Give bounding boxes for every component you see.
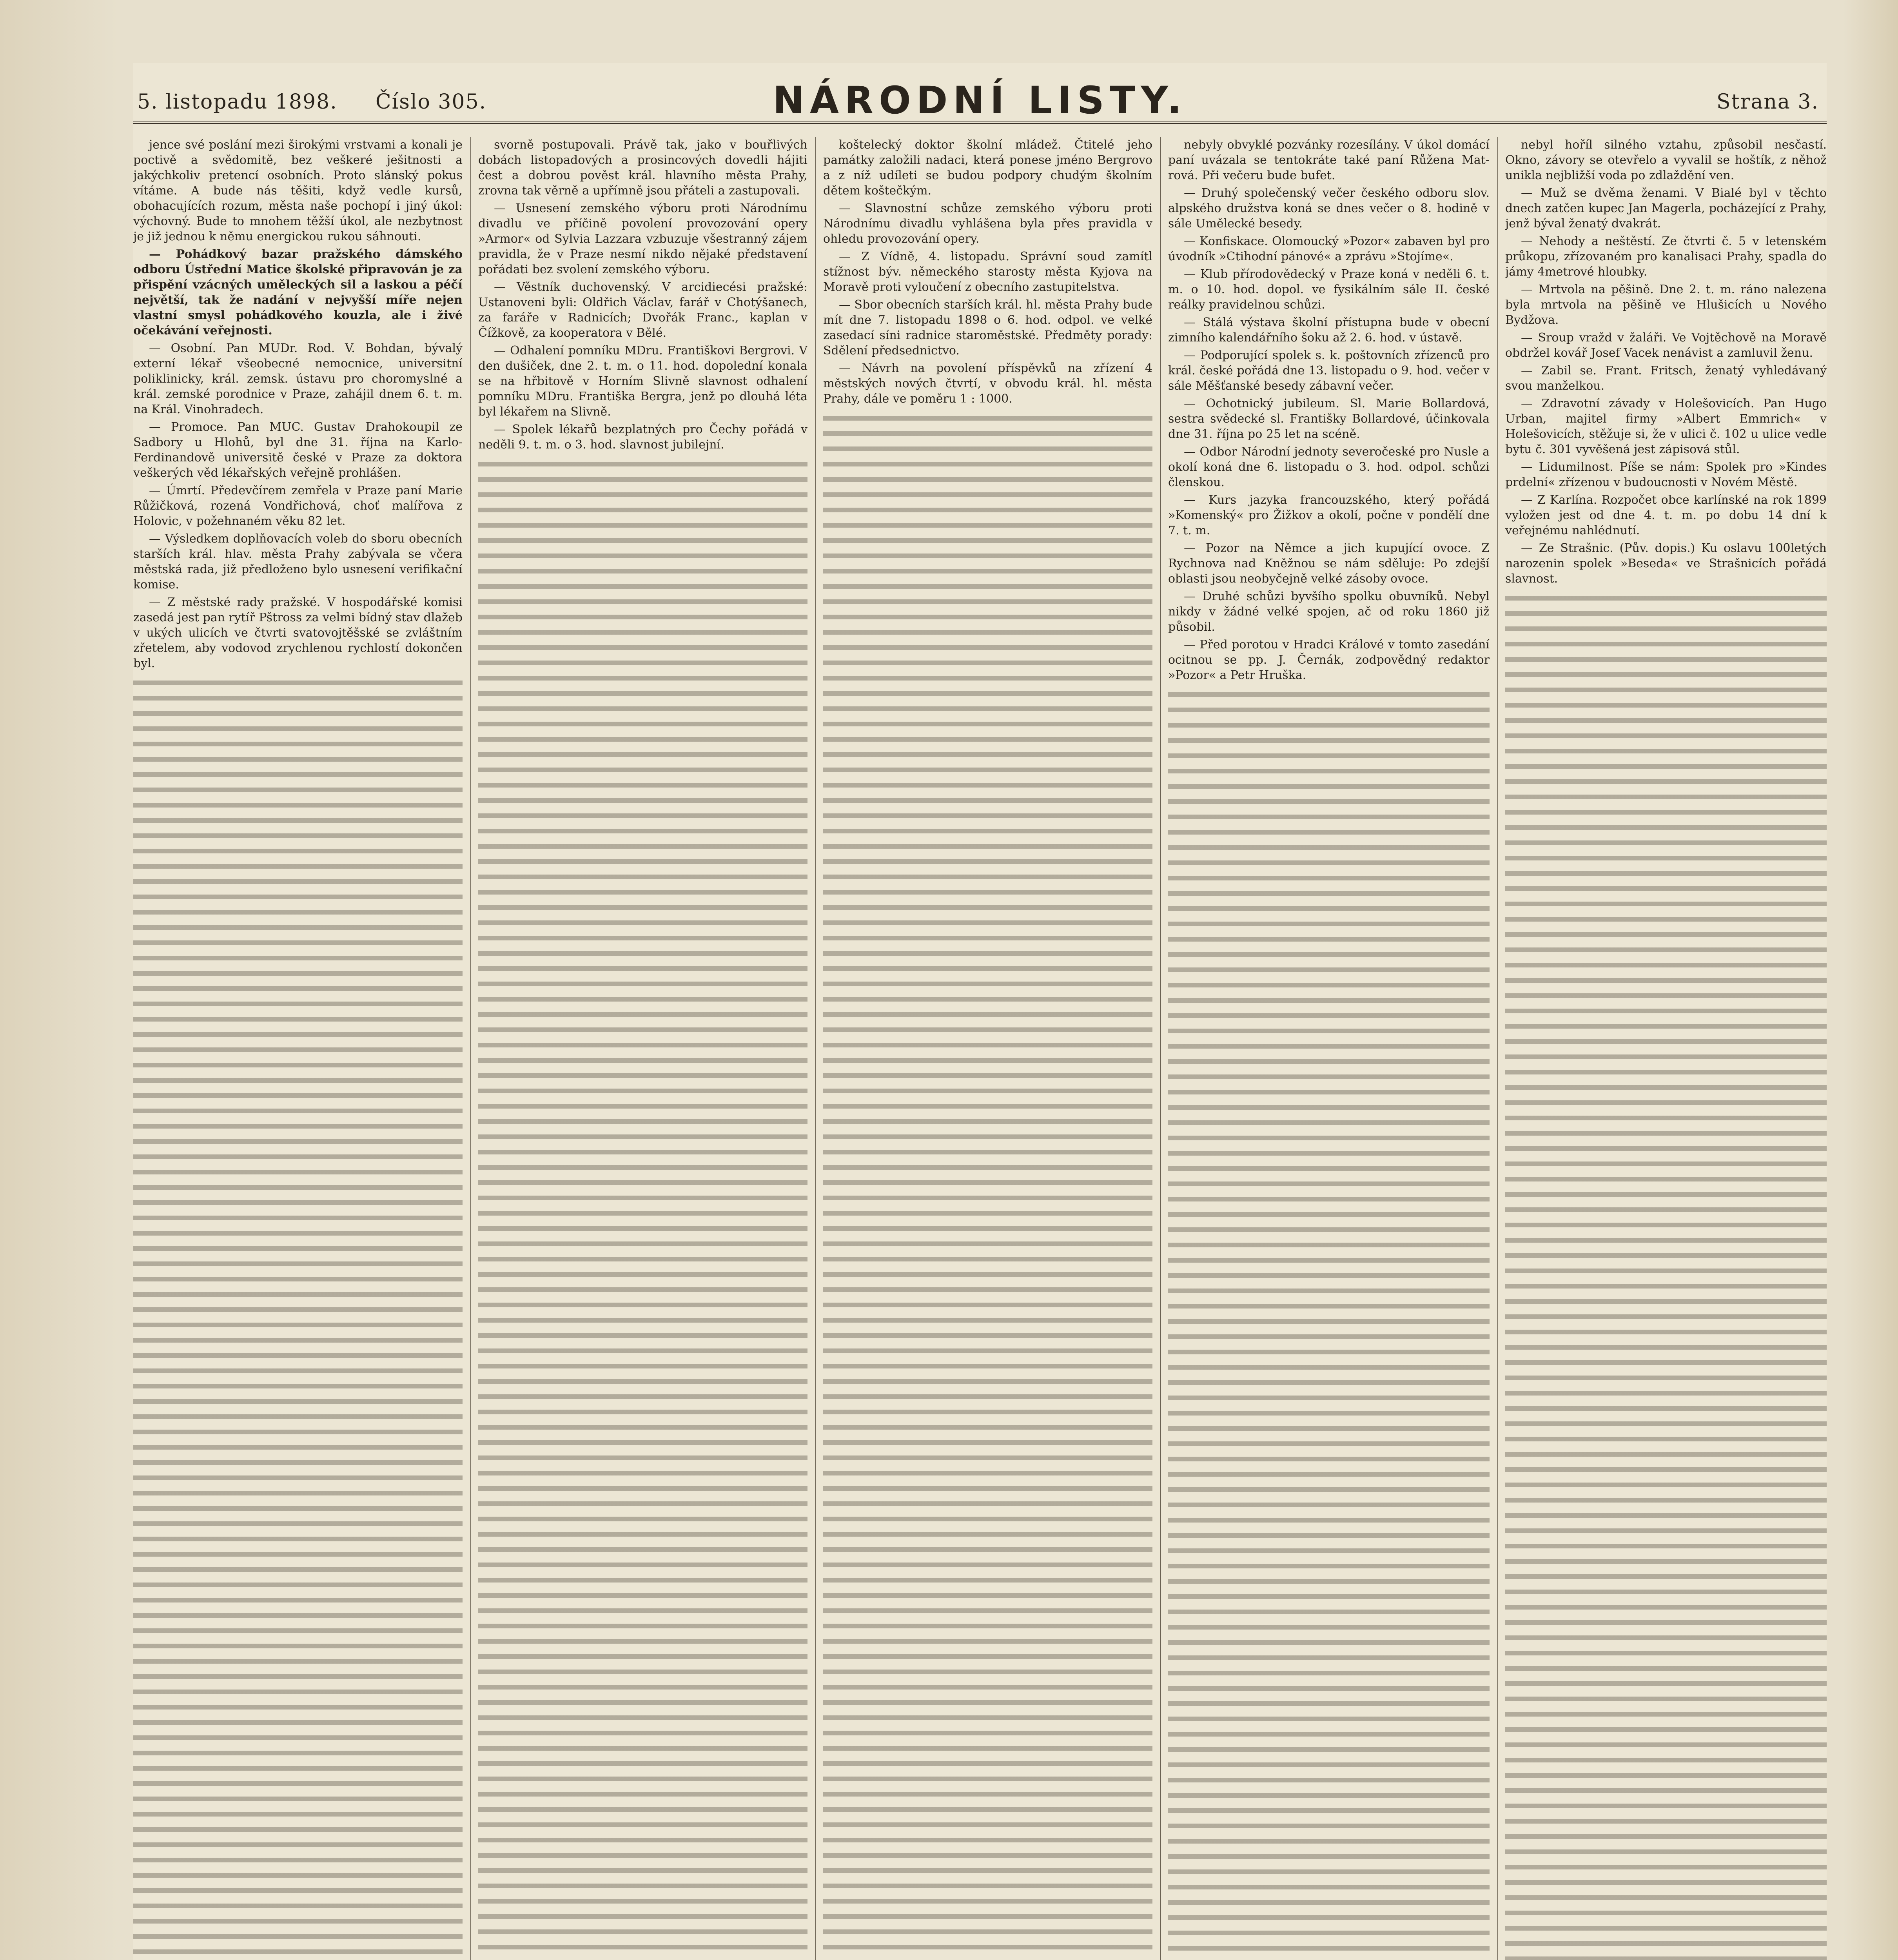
paragraph: — Zdravotní závady v Holešovicích. Pan Hugo Urban, majitel firmy »Albert Emmrich« v Holešovicích, stěžuje si, že v ulici č. 102 u ulice vedle bytu č. 301 vyvěšená jest zápisová stůl. [1505,397,1827,456]
paragraph: — Lidumilnost. Píše se nám: Spolek pro »Kindes prdelní« zřízenou v budoucnosti v Novém Městě. [1505,460,1827,489]
paragraph: — Věstník duchovenský. V arcidiecési pražské: Ustanoveni byli: Oldřich Václav, farář v Chotýšanech, za faráře v Radnicích; Dvořák Franc., kaplan v Čížkově, za kooperatora v Bělé. [478,280,807,340]
paragraph: — Mrtvola na pěšině. Dne 2. t. m. ráno nalezena byla mrtvola na pěšině ve Hlušicích u Nového Bydžova. [1505,283,1827,327]
masthead-title: NÁRODNÍ LISTY. [773,78,1187,122]
column-5 [1505,137,1827,1960]
paragraph: — Usnesení zemského výboru proti Národnímu divadlu ve příčině povolení provozování opery »Armor« od Sylvia Lazzara vzbuzuje všestranný zájem pravidla, že v Praze nesmí nikdo nějaké představení pořádati bez svolení zemského výboru. [478,201,807,276]
paragraph: — Odhalení pomníku MDru. Františkovi Bergrovi. V den dušiček, dne 2. t. m. o 11. hod. dopolední konala se na hřbitově v Horním Slivně slavnost odhalení pomníku MDru. Františka Bergra, jenž po dlouhá léta byl lékařem na Slivně. [478,344,807,419]
paragraph: svorně postupovali. Právě tak, jako v bouřlivých dobách listopadových a prosincových dovedli hájiti čest a dobrou pověst král. hlavního města Prahy, zrovna tak věrně a upřímně jsou přáteli a zastupovali. [478,138,807,198]
paragraph: — Klub přírodovědecký v Praze koná v neděli 6. t. m. o 10. hod. dopol. ve fysikálním sále II. české reálky pravidelnou schůzi. [1168,267,1490,312]
paragraph: — Osobní. Pan MUDr. Rod. V. Bohdan, bývalý externí lékař všeobecné nemocnice, universitní poliklinicky, král. zemsk. ústavu pro choromyslné a král. zemské porodnice v Praze, zahájil dnem 6. t. m. na Král. Vinohradech. [133,341,463,416]
continued-text-lines [133,675,463,1960]
column-2 [478,137,807,1960]
paragraph: — Ochotnický jubileum. Sl. Marie Bollardová, sestra svědecké sl. Františky Bollardové, účinkovala dne 31. října po 25 let na scéně. [1168,397,1490,441]
column-divider [470,137,471,1960]
column-3 [823,137,1152,1960]
paragraph: jence své poslání mezi širokými vrstvami a konali je poctivě a svědomitě, bez veškeré ješitnosti a jakýchkoliv pretencí osobních. Proto slánský pokus vítáme. A bude nás těšiti, když vedle kursů, obohacujících rozum, města naše pochopí i jiný úkol: výchovný. Bude to mnohem těžší úkol, ale nezbytnost je již jednou k němu energickou rukou sáhnouti. [133,138,463,243]
column-divider [1497,137,1498,1960]
paragraph: — Odbor Národní jednoty severočeské pro Nusle a okolí koná dne 6. listopadu o 3. hod. odpol. schůzi členskou. [1168,445,1490,489]
paragraph: — Muž se dvěma ženami. V Bialé byl v těchto dnech zatčen kupec Jan Magerla, pocházející z Prahy, jenž býval ženatý dvakrát. [1505,186,1827,230]
paragraph: — Sbor obecních starších král. hl. města Prahy bude mít dne 7. listopadu 1898 o 6. hod. odpol. ve velké zasedací síni radnice staroměstské. Předměty porady: Sdělení předsednictvo. [823,298,1152,358]
paragraph: — Stálá výstava školní přístupna bude v obecní zimního kalendářního šoku až 2. 6. hod. v ústavě. [1168,316,1490,345]
paragraph: — Před porotou v Hradci Králové v tomto zasedání ocitnou se pp. J. Černák, zodpovědný redaktor »Pozor« a Petr Hruška. [1168,638,1490,682]
paragraph: — Druhý společenský večer českého odboru slov. alpského družstva koná se dnes večer o 8. hodině v sále Umělecké besedy. [1168,186,1490,230]
paragraph: — Zabil se. Frant. Fritsch, ženatý vyhledávaný svou manželkou. [1505,364,1827,393]
page-edge-shadow-right [1843,0,1898,1960]
issue-number: Číslo 305. [375,90,487,114]
page-number: Strana 3. [1716,90,1819,114]
paragraph: — Pozor na Němce a jich kupující ovoce. Z Rychnova nad Kněžnou se nám sděluje: Po zdejší oblasti jsou neobyčejně velké zásoby ovoce. [1168,541,1490,586]
continued-text-lines [478,456,807,1960]
paragraph: — Kurs jazyka francouzského, který pořádá »Komenský« pro Žižkov a okolí, počne v pondělí dne 7. t. m. [1168,493,1490,537]
continued-text-lines [1168,687,1490,1960]
paragraph: — Slavnostní schůze zemského výboru proti Národnímu divadlu vyhlášena byla přes pravidla v ohledu provozování opery. [823,201,1152,246]
continued-text-lines [823,410,1152,1960]
paragraph: — Z Vídně, 4. listopadu. Správní soud zamítl stížnost býv. německého starosty města Kyjova na Moravě proti vyloučení z obecního zastupitelstva. [823,250,1152,294]
paragraph: — Z městské rady pražské. V hospodářské komisi zasedá jest pan rytíř Pštross za velmi bídný stav dlažeb v ukých ulicích ve čtvrti svatovojtěšské se zvláštním zřetelem, aby vodovod zrychlenou rychlostí dokončen byl. [133,595,463,670]
paragraph: — Druhé schůzi byvšího spolku obuvníků. Nebyl nikdy v žádné velké spojen, ač od roku 1860 již působil. [1168,590,1490,634]
column-1 [133,137,463,1960]
paragraph: nebyly obvyklé pozvánky rozesílány. V úkol domácí paní uvázala se tentokráte také paní Růžena Mat-rová. Při večeru bude bufet. [1168,138,1490,182]
paragraph: — Sroup vražd v žaláři. Ve Vojtěchově na Moravě obdržel kovář Josef Vacek nenávist a zamluvil ženu. [1505,331,1827,360]
column-4 [1168,137,1490,1960]
issue-date: 5. listopadu 1898. [137,90,338,114]
paragraph: — Spolek lékařů bezplatných pro Čechy pořádá v neděli 9. t. m. o 3. hod. slavnost jubilejní. [478,423,807,452]
paragraph: — Ze Strašnic. (Pův. dopis.) Ku oslavu 100letých narozenin spolek »Beseda« ve Strašnicích pořádá slavnost. [1505,541,1827,586]
newspaper-page [133,63,1827,1960]
continued-text-lines [1505,590,1827,1960]
paragraph: — Promoce. Pan MUC. Gustav Drahokoupil ze Sadbory u Hlohů, byl dne 31. října na Karlo-Ferdinandově universitě české v Praze za doktora veškerých věd lékařských veřejně prohlášen. [133,420,463,480]
paragraph: — Úmrtí. Předevčírem zemřela v Praze paní Marie Růžičková, rozená Vondřichová, choť malířova z Holovic, v požehnaném věku 82 let. [133,484,463,528]
article-columns [133,137,1827,1960]
paragraph: — Z Karlína. Rozpočet obce karlínské na rok 1899 vyložen jest od dne 4. t. m. po dobu 14 dní k veřejnému nahlédnutí. [1505,493,1827,537]
paragraph: — Výsledkem doplňovacích voleb do sboru obecních starších král. hlav. města Prahy zabývala se včera městská rada, již předloženo bylo usnesení verifikační komise. [133,532,463,592]
column-divider [1160,137,1161,1960]
paragraph: — Návrh na povolení příspěvků na zřízení 4 městských nových čtvrtí, v obvodu král. hl. města Prahy, dále ve poměru 1 : 1000. [823,361,1152,406]
paragraph: — Pohádkový bazar pražského dámského odboru Ústřední Matice školské připravován je za přispění vzácných uměleckých sil a laskou a péčí největší, tak že nadání v nejvyšší míře nejen vlastní smysl pohádkového kouzla, ale i živé očekávání veřejnosti. [133,247,463,338]
paragraph: — Nehody a neštěstí. Ze čtvrti č. 5 v letenském průkopu, zřízovaném pro kanalisaci Prahy, spadla do jámy 4metrové hloubky. [1505,234,1827,279]
page-edge-shadow-left [0,0,118,1960]
paragraph: nebyl hoříl silného vztahu, způsobil nesčastí. Okno, závory se otevřelo a vyvalil se hoštík, z něhož unikla nejbližší voda po zdlaždění ven. [1505,138,1827,182]
paragraph: koštelecký doktor školní mládež. Čtitelé jeho památky založili nadaci, která ponese jméno Bergrovo a z níž udíleti se budou podpory chudým školním dětem koštečkým. [823,138,1152,198]
paragraph: — Podporující spolek s. k. poštovních zřízenců pro král. české pořádá dne 13. listopadu o 9. hod. večer v sále Měšťanské besedy zábavní večer. [1168,348,1490,393]
page-header [133,63,1827,124]
paragraph: — Konfiskace. Olomoucký »Pozor« zabaven byl pro úvodník »Ctihodní pánové« a zprávu »Stojíme«. [1168,234,1490,263]
column-divider [815,137,816,1960]
